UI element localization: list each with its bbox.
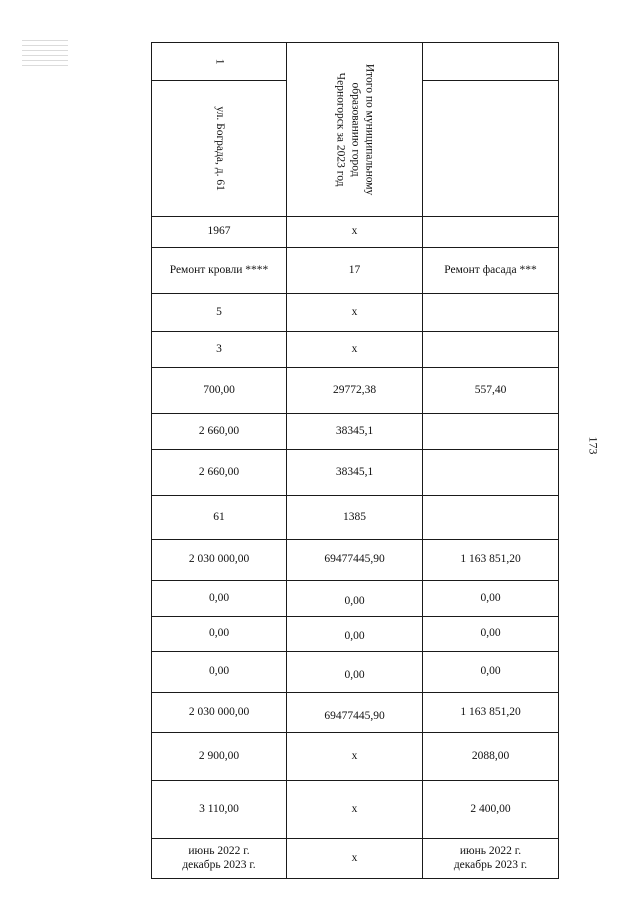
header-col1-address: ул. Бограда, д. 61 [213,106,226,191]
table-row: 61 1385 [152,496,559,540]
table-row: 5 x [152,294,559,332]
table-row: Ремонт кровли **** 17 Ремонт фасада *** [152,248,559,294]
table-row: 2 030 000,00 69477445,90 1 163 851,20 [152,540,559,581]
table-row: 1967 x [152,217,559,248]
table-row: 3 110,00 x 2 400,00 [152,781,559,839]
scan-artifact [22,36,68,154]
header-col3-bottom-cell [423,81,559,217]
table-row: 0,00 0,00 0,00 [152,617,559,652]
table-row: 2 900,00 x 2088,00 [152,733,559,781]
table-row: 2 660,00 38345,1 [152,414,559,450]
table-row: 2 030 000,00 69477445,90 1 163 851,20 [152,693,559,733]
header-col1-number: 1 [213,58,226,65]
header-col1-address-cell [152,81,287,217]
table-row: 700,00 29772,38 557,40 [152,368,559,414]
table-header-row-1 [152,43,559,81]
header-col2-title: Итого по муниципальному образованию город Черногорск за 2023 год [334,63,376,196]
data-table [151,42,559,879]
header-col3-top-cell [423,43,559,81]
table-row: 2 660,00 38345,1 [152,450,559,496]
table-row: 0,00 0,00 0,00 [152,652,559,693]
table-row: 3 x [152,332,559,368]
table-row: 0,00 0,00 0,00 [152,581,559,617]
page-number: 173 [586,436,601,455]
table-row: июнь 2022 г. декабрь 2023 г. x июнь 2022 г. декабрь 2023 г. [152,839,559,879]
header-col1-number-cell [152,43,287,81]
header-col2-title-cell [287,43,423,217]
